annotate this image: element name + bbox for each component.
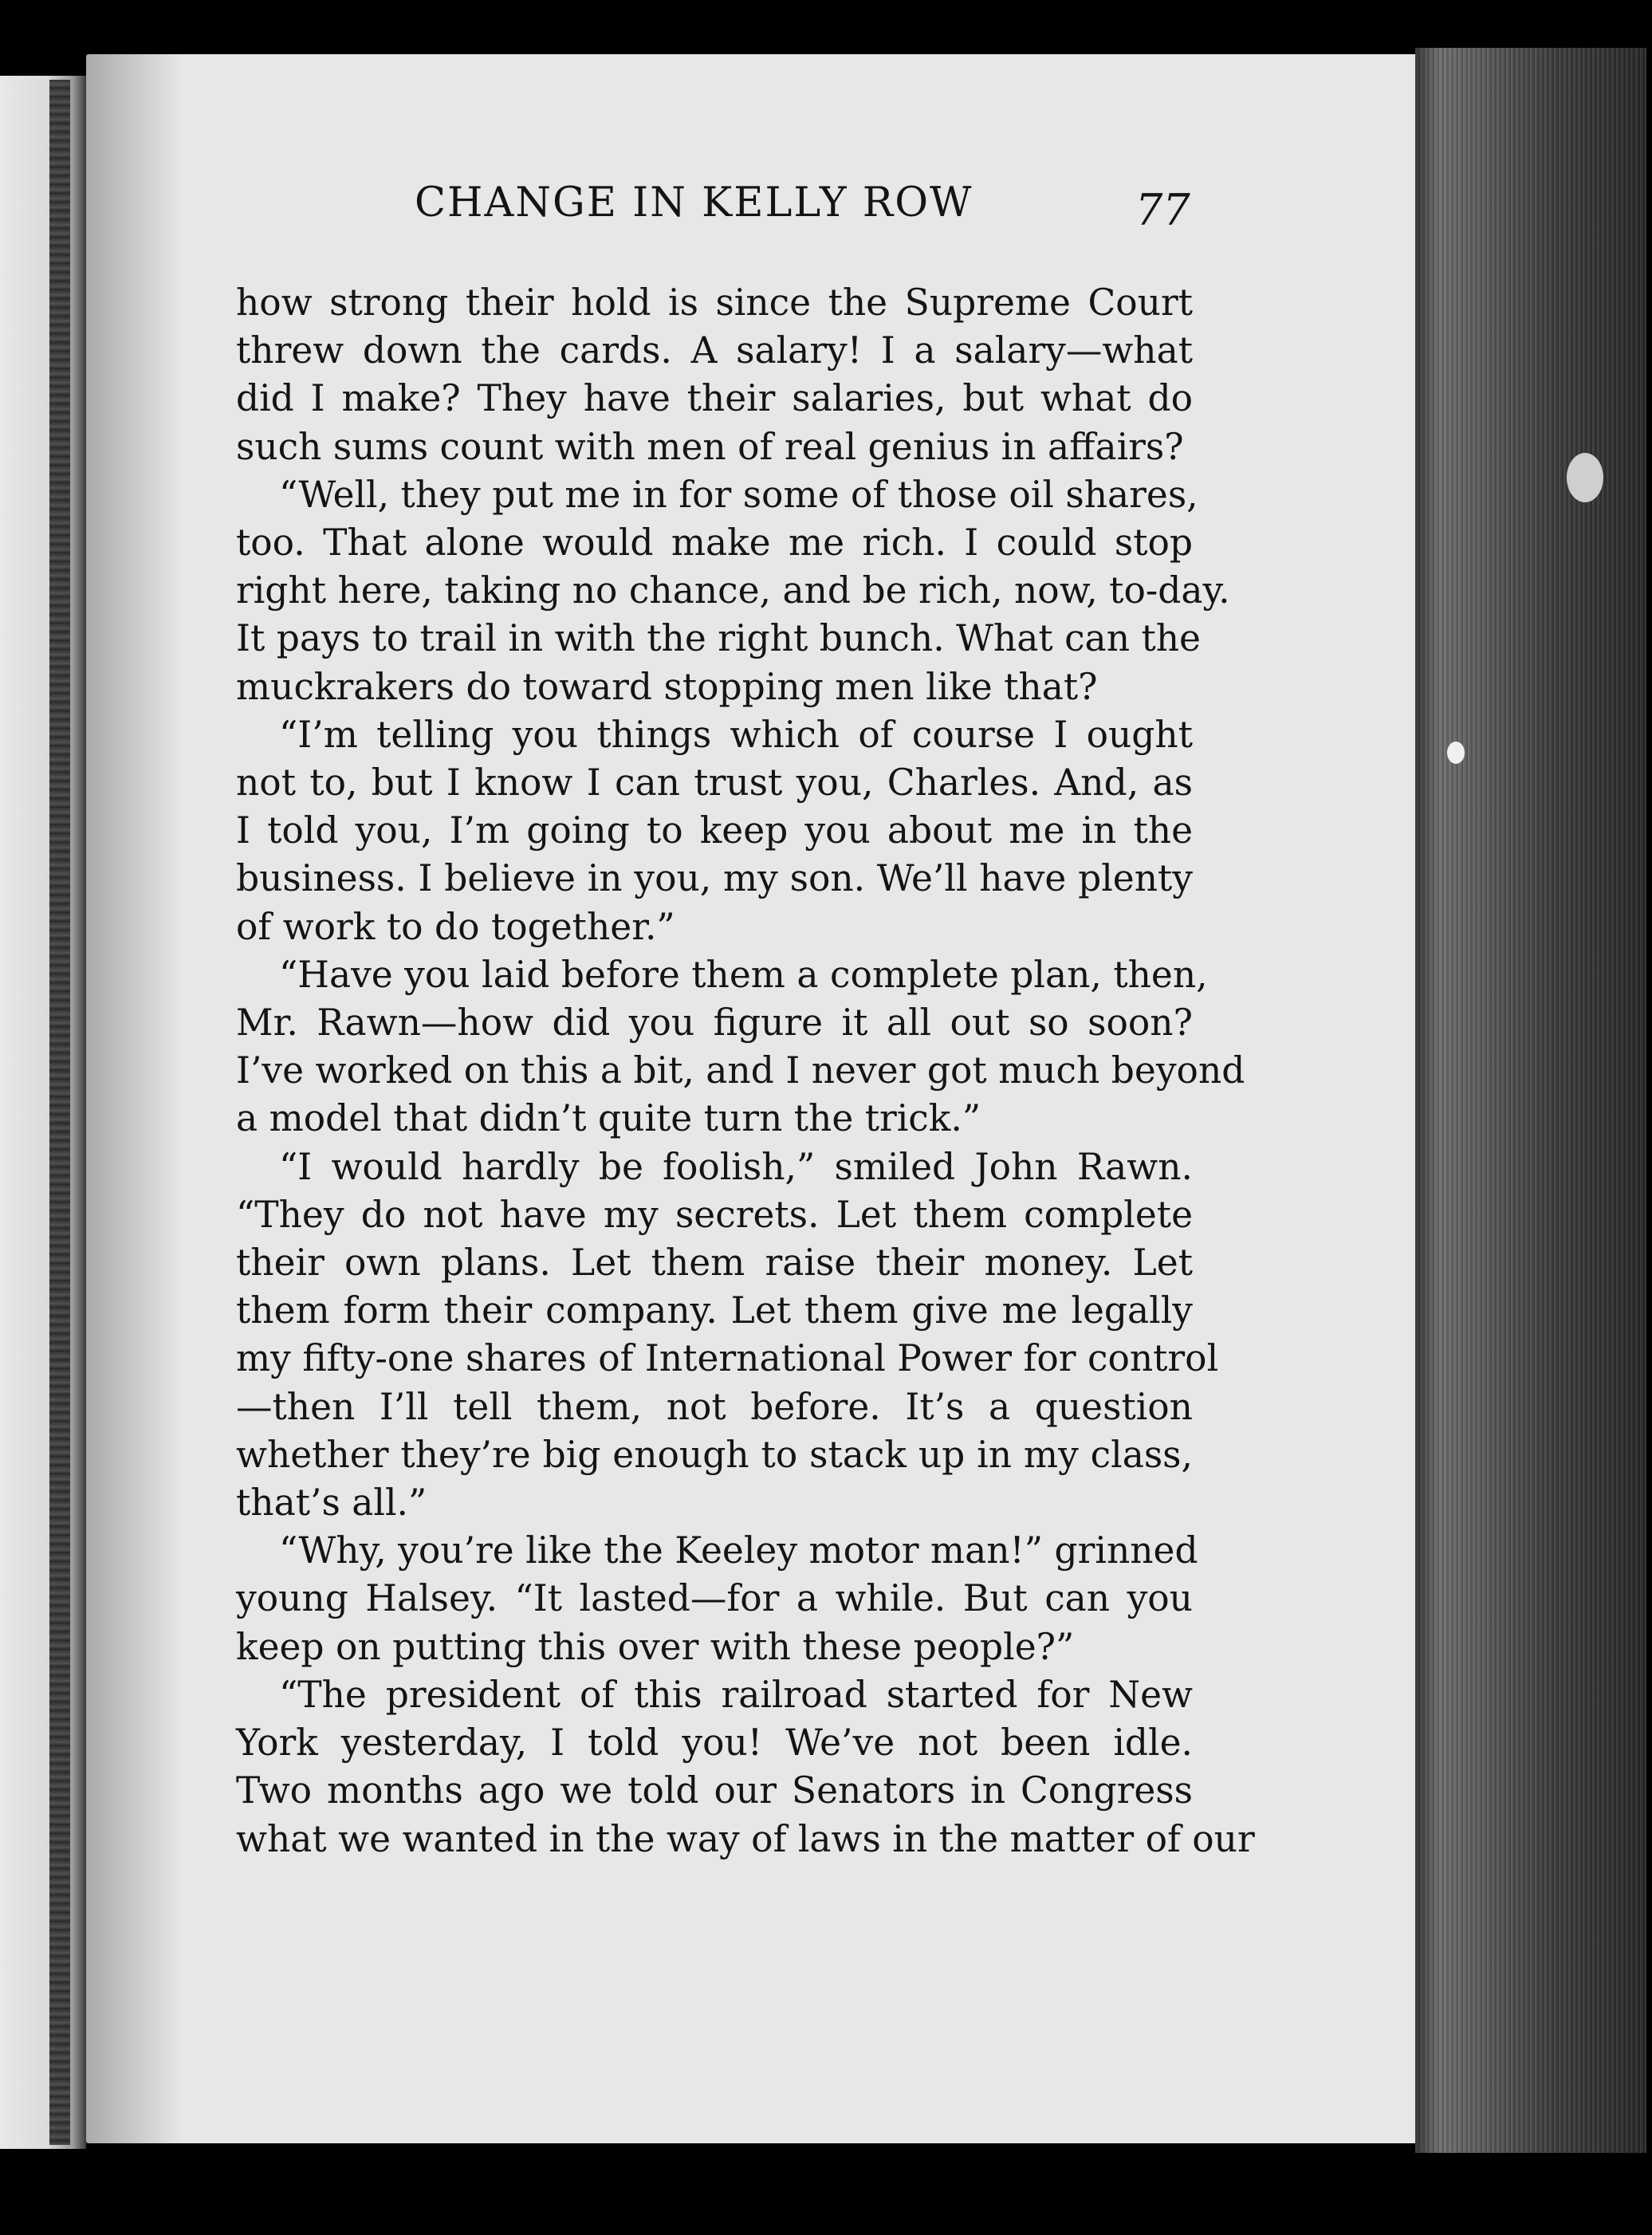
text-line: keep on putting this over with these people?”: [236, 1625, 1075, 1668]
text-line: too. That alone would make me rich. I could stop: [236, 521, 1193, 565]
paragraph: [236, 471, 1230, 711]
text-line: whether they’re big enough to stack up in my class,: [236, 1433, 1193, 1476]
text-line: Two months ago we told our Senators in Congress: [236, 1769, 1193, 1812]
paragraph: [236, 951, 1245, 1143]
text-line: “Why, you’re like the Keeley motor man!” grinned: [279, 1529, 1198, 1572]
text-line: I told you, I’m going to keep you about me in the: [236, 809, 1193, 852]
text-line: of work to do together.”: [236, 905, 675, 948]
page-number: 77: [1135, 185, 1190, 235]
text-line: “Have you laid before them a complete plan, then,: [279, 953, 1208, 996]
text-line: a model that didn’t quite turn the trick.”: [236, 1097, 981, 1140]
text-line: not to, but I know I can trust you, Charles. And, as: [236, 761, 1193, 805]
text-line: muckrakers do toward stopping men like that?: [236, 665, 1098, 708]
facing-page-edge: [0, 76, 86, 2149]
text-line: It pays to trail in with the right bunch. What can the: [236, 617, 1201, 660]
text-line: their own plans. Let them raise their money. Let: [236, 1241, 1193, 1285]
paragraph: [236, 1527, 1198, 1671]
text-line: “I’m telling you things which of course I ought: [279, 713, 1193, 756]
text-line: how strong their hold is since the Supreme Court: [236, 281, 1193, 324]
text-line: business. I believe in you, my son. We’ll have plenty: [236, 857, 1193, 900]
page-edge-shadow: [1415, 48, 1439, 2153]
text-line: them form their company. Let them give me legally: [236, 1289, 1193, 1332]
dust-speck: [1447, 742, 1465, 764]
text-line: York yesterday, I told you! We’ve not been idle.: [236, 1722, 1193, 1765]
running-head: CHANGE IN KELLY ROW: [415, 179, 974, 226]
body-text: [236, 279, 1255, 1863]
text-line: threw down the cards. A salary! I a salary—what: [236, 329, 1193, 372]
text-line: what we wanted in the way of laws in the matter of our: [236, 1817, 1255, 1860]
text-line: “They do not have my secrets. Let them complete: [236, 1193, 1193, 1236]
text-line: such sums count with men of real genius in affairs?: [236, 425, 1184, 468]
paragraph: [236, 1143, 1219, 1528]
text-line: “The president of this railroad started for New: [279, 1673, 1193, 1716]
text-line: my fifty-one shares of International Power for control: [236, 1337, 1219, 1380]
text-line: did I make? They have their salaries, but what do: [236, 377, 1193, 420]
paragraph: [236, 711, 1193, 951]
text-line: that’s all.”: [236, 1481, 427, 1525]
text-line: “Well, they put me in for some of those oil shares,: [279, 473, 1198, 516]
page-block-edge: [1415, 48, 1646, 2153]
paragraph: [236, 279, 1193, 471]
book-gutter-edge: [49, 80, 70, 2145]
text-line: Mr. Rawn—how did you figure it all out so soon?: [236, 1001, 1193, 1045]
gutter-shadow: [86, 54, 182, 2143]
text-line: young Halsey. “It lasted—for a while. But can you: [236, 1577, 1193, 1620]
text-line: right here, taking no chance, and be rich, now, to-day.: [236, 569, 1230, 612]
text-line: I’ve worked on this a bit, and I never got much beyond: [236, 1049, 1245, 1092]
paragraph: [236, 1671, 1255, 1863]
text-line: —then I’ll tell them, not before. It’s a question: [236, 1385, 1193, 1428]
dust-speck: [1567, 453, 1603, 502]
text-line: “I would hardly be foolish,” smiled John Rawn.: [279, 1145, 1193, 1188]
